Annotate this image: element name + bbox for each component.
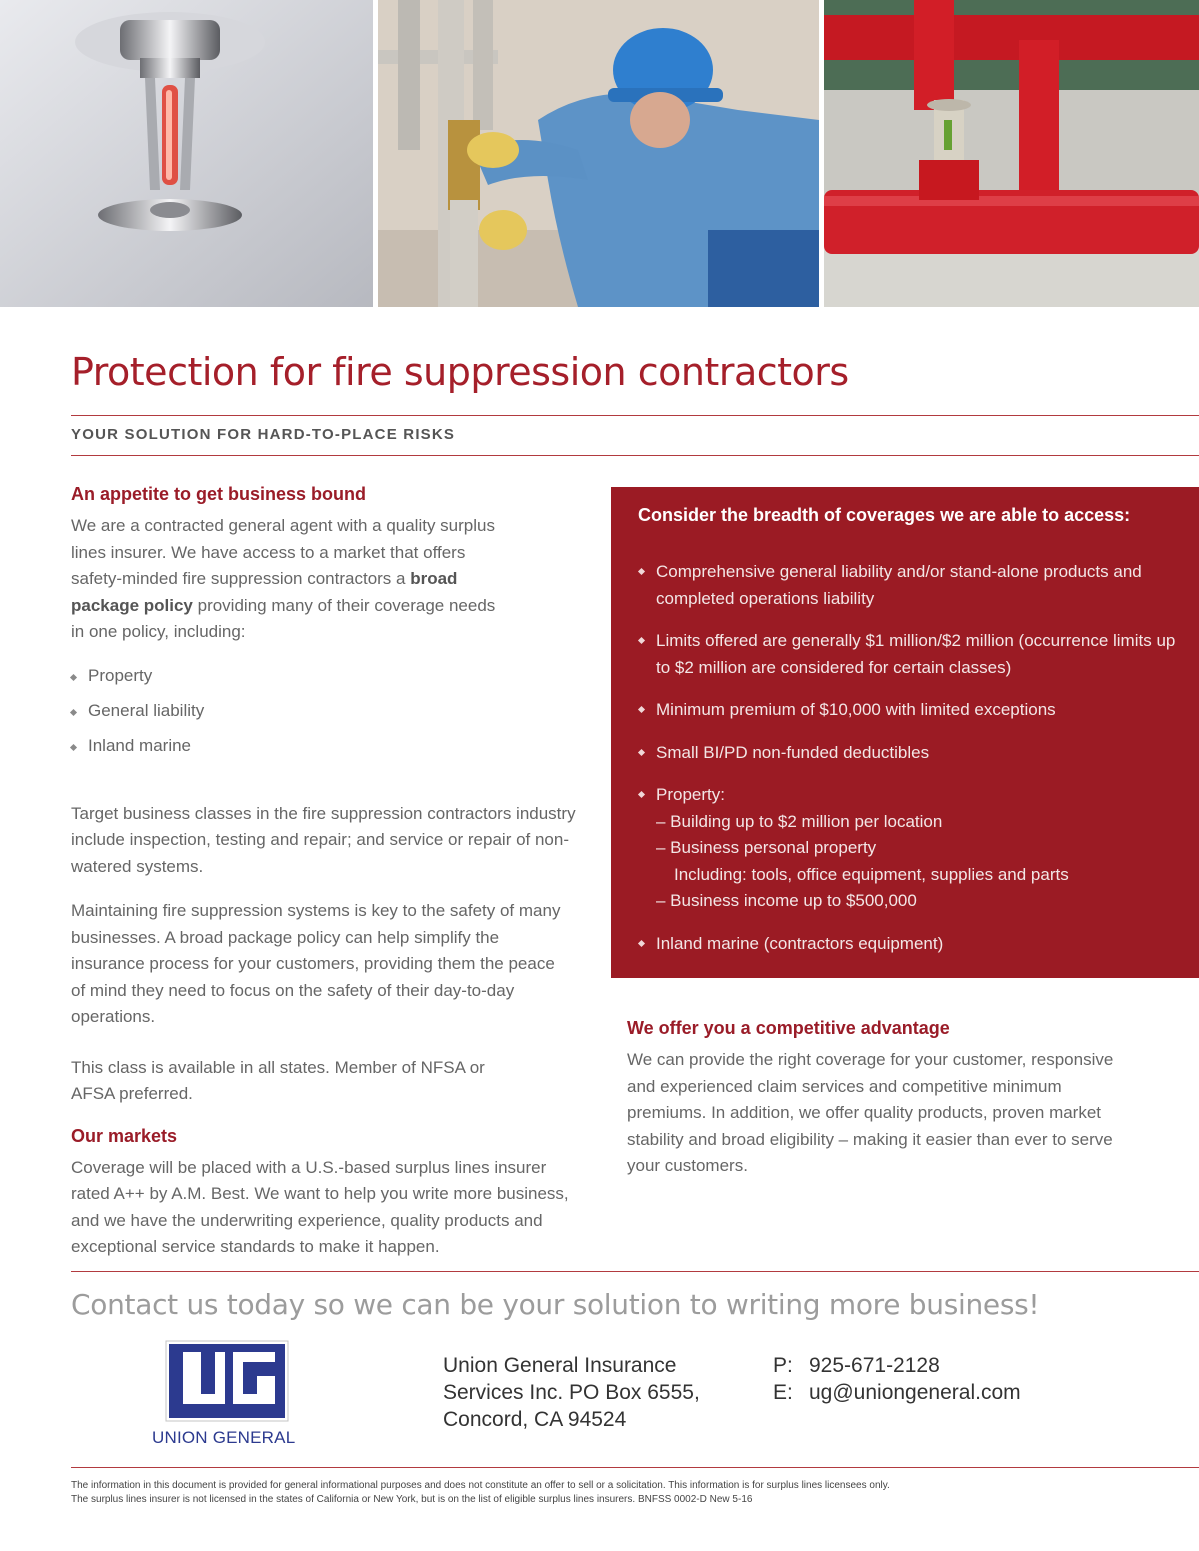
list-item [71,701,581,736]
list-item [638,931,1178,958]
red-sprinkler-pipe-photo [824,0,1199,307]
availability-paragraph: This class is available in all states. Member of NFSA or AFSA preferred. [71,1057,485,1103]
contact-divider [71,1271,1199,1272]
subtitle-divider [71,455,1199,456]
worker-repairing-pipes-photo [378,0,819,307]
coverages-heading: Consider the breadth of coverages we are able to access: [638,505,1131,525]
phone-label: P: [773,1354,793,1377]
bullet-icon [70,743,77,750]
property-subitem-detail: Including: tools, office equipment, supplies and parts [674,864,1069,884]
appetite-intro-bold: broad package policy [71,569,458,615]
advantage-heading: We offer you a competitive advantage [627,1018,950,1038]
bullet-icon [638,748,645,755]
markets-heading: Our markets [71,1125,178,1146]
property-subitem: – Business income up to $500,000 [656,891,917,910]
markets-paragraph: Coverage will be placed with a U.S.-based surplus lines insurer rated A++ by A.M. Best. We want to help you write more business, and we have the underwriting experience, quality products and exceptional service standards to make it happen. [71,1157,569,1256]
address-line: Union General Insurance [443,1354,677,1377]
address-line: Concord, CA 94524 [443,1408,627,1431]
coverage-item-label: Limits offered are generally $1 million/$2 million (occurrence limits up to $2 million are considered for certain classes) [656,631,1176,677]
left-column [71,484,581,1261]
list-item-label: Inland marine [88,735,192,755]
bullet-icon [638,637,645,644]
email-row [773,1379,1021,1406]
appetite-heading: An appetite to get business bound [71,484,367,504]
bullet-icon [638,568,645,575]
address-line: Services Inc. PO Box 6555, [443,1381,700,1404]
list-item [71,736,581,771]
phone-row [773,1352,1021,1379]
coverage-item-label: Inland marine (contractors equipment) [656,933,944,953]
bullet-icon [638,791,645,798]
list-item [71,666,581,701]
package-coverage-list [71,666,581,771]
footer-divider [71,1467,1199,1468]
bullet-icon [70,708,77,715]
contact-tagline: Contact us today so we can be your solution to writing more business! [71,1288,1040,1321]
list-item [638,740,1178,767]
bullet-icon [638,939,645,946]
list-item [638,559,1178,612]
appetite-intro [71,513,511,646]
property-subitem: – Building up to $2 million per location [656,811,943,831]
company-address [443,1352,700,1433]
right-column [627,1018,1147,1180]
coverage-item-label: Comprehensive general liability and/or stand-alone products and completed operations liability [656,562,1142,608]
coverages-box [611,487,1199,978]
coverages-list [638,559,1178,957]
advantage-paragraph: We can provide the right coverage for your customer, responsive and experienced claim services and competitive minimum premiums. In addition, we offer quality products, proven market stability and broad eligibility – making it easier than ever to serve your customers. [627,1050,1114,1175]
list-item [638,628,1178,681]
list-item [638,697,1178,724]
maintaining-paragraph: Maintaining fire suppression systems is key to the safety of many businesses. A broad package policy can help simplify the insurance process for your customers, providing them the peace of mind they need to focus on the safety of their day-to-day operations. [71,901,561,1026]
logo-label: UNION GENERAL [152,1428,296,1447]
coverage-item-label: Minimum premium of $10,000 with limited exceptions [656,700,1056,719]
phone-number[interactable]: 925-671-2128 [809,1354,940,1377]
coverage-item-label: Small BI/PD non-funded deductibles [656,742,930,762]
disclaimer-line: The surplus lines insurer is not licensed in the states of California or New York, but is on the list of eligible surplus lines insurers. BNFSS 0002-D New 5-16 [71,1493,753,1505]
appetite-intro-text-end: providing many of their coverage needs in one policy, including: [71,595,496,641]
list-item-label: Property [88,665,153,685]
appetite-intro-text: We are a contracted general agent with a quality surplus lines insurer. We have access to a market that offers safety-minded fire suppression contractors a [71,516,495,588]
sprinkler-head-photo [0,0,373,307]
bullet-icon [638,706,645,713]
email-label: E: [773,1381,793,1404]
disclaimer-line: The information in this document is provided for general informational purposes and does not constitute an offer to sell or a solicitation. This information is for surplus lines licensees only. [71,1480,890,1491]
property-subitem: – Business personal property [656,838,877,857]
contact-details [773,1352,1021,1406]
disclaimer [71,1479,1171,1506]
coverage-item-label: Property: [656,785,725,804]
list-item [638,782,1178,915]
bullet-icon [70,673,77,680]
page-title: Protection for fire suppression contractors [71,350,849,394]
email-link[interactable]: ug@uniongeneral.com [809,1381,1021,1404]
title-divider [71,415,1199,416]
page-subtitle: YOUR SOLUTION FOR HARD-TO-PLACE RISKS [71,426,456,443]
target-classes-paragraph: Target business classes in the fire suppression contractors industry include inspection, testing and repair; and service or repair of non-watered systems. [71,803,576,876]
list-item-label: General liability [88,700,205,720]
